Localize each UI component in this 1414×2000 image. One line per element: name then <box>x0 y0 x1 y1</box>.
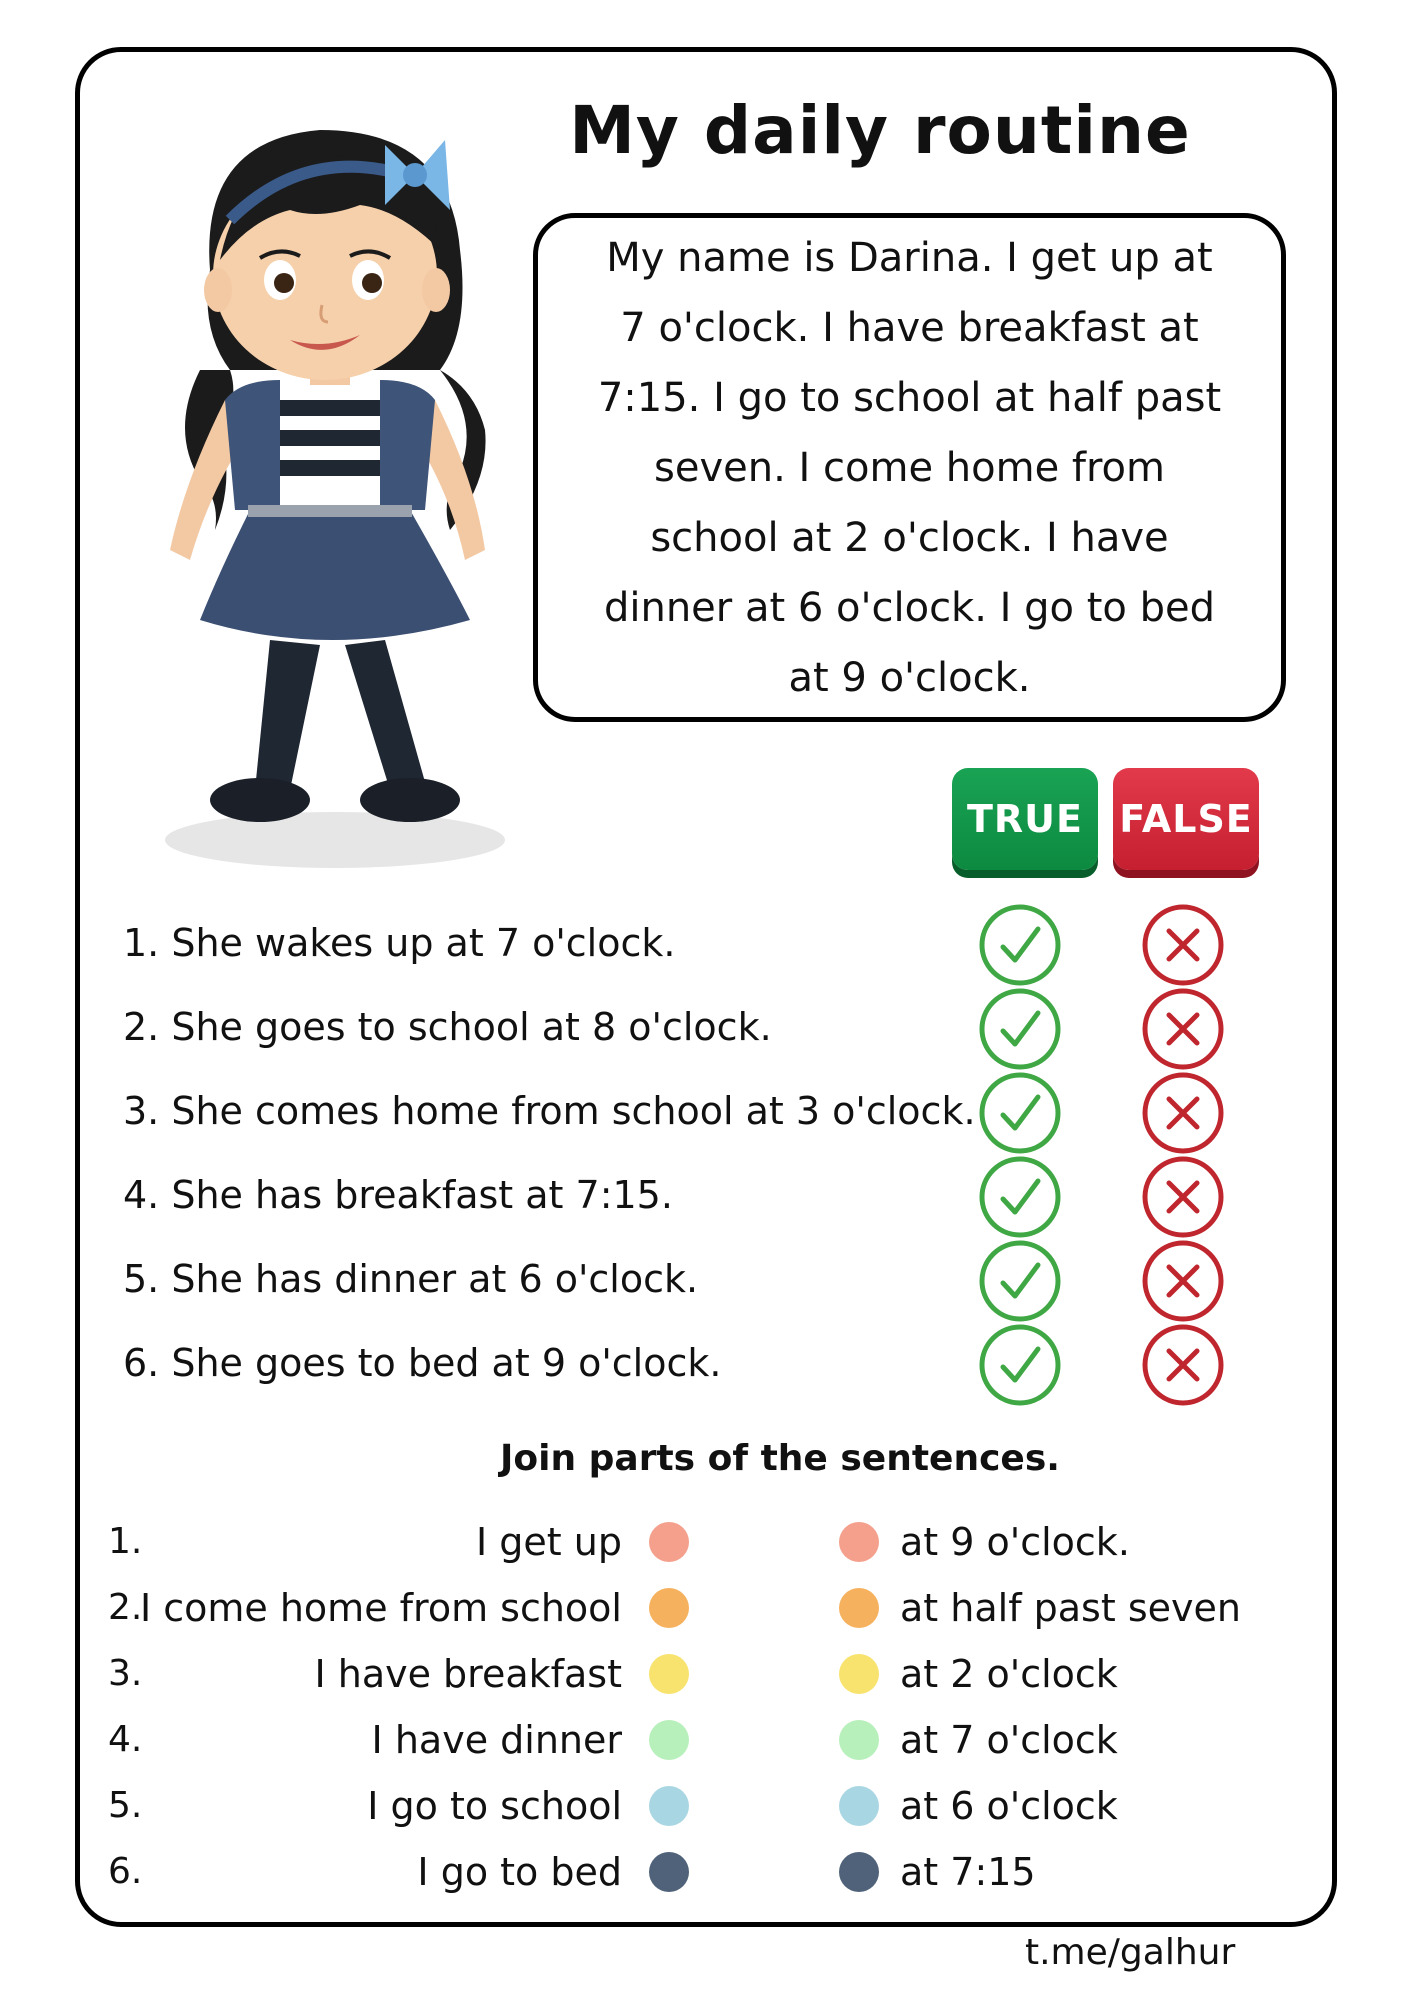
join-right-part: at 2 o'clock <box>900 1652 1118 1696</box>
true-check-icon[interactable] <box>978 1071 1062 1155</box>
join-left-dot[interactable] <box>649 1852 689 1892</box>
story-box <box>533 213 1286 722</box>
join-right-dot[interactable] <box>839 1786 879 1826</box>
join-heading: Join parts of the sentences. <box>500 1438 1060 1479</box>
join-left-dot[interactable] <box>649 1720 689 1760</box>
join-right-dot[interactable] <box>839 1654 879 1694</box>
join-left-dot[interactable] <box>649 1786 689 1826</box>
statement-5: 5. She has dinner at 6 o'clock. <box>123 1257 699 1301</box>
join-left-part: I go to school <box>367 1784 622 1828</box>
statement-3: 3. She comes home from school at 3 o'clock. <box>123 1089 976 1133</box>
join-left-part: I go to bed <box>417 1850 622 1894</box>
join-left-part: I get up <box>476 1520 622 1564</box>
join-left-dot[interactable] <box>649 1522 689 1562</box>
join-right-dot[interactable] <box>839 1588 879 1628</box>
true-check-icon[interactable] <box>978 1155 1062 1239</box>
join-number: 4. <box>108 1719 143 1760</box>
true-check-icon[interactable] <box>978 1323 1062 1407</box>
join-left-dot[interactable] <box>649 1654 689 1694</box>
statement-6: 6. She goes to bed at 9 o'clock. <box>123 1341 722 1385</box>
join-right-dot[interactable] <box>839 1522 879 1562</box>
statement-2: 2. She goes to school at 8 o'clock. <box>123 1005 772 1049</box>
join-right-part: at 7:15 <box>900 1850 1036 1894</box>
join-right-dot[interactable] <box>839 1852 879 1892</box>
join-right-part: at 9 o'clock. <box>900 1520 1130 1564</box>
join-number: 2. <box>108 1587 143 1628</box>
false-cross-icon[interactable] <box>1141 1323 1225 1407</box>
girl-illustration <box>140 100 520 880</box>
true-check-icon[interactable] <box>978 987 1062 1071</box>
join-left-dot[interactable] <box>649 1588 689 1628</box>
join-right-dot[interactable] <box>839 1720 879 1760</box>
story-text: My name is Darina. I get up at 7 o'clock. I have breakfast at 7:15. I go to school at half past seven. I come home from school at 2 o'clock. I have dinner at 6 o'clock. I go to bed at 9 o'clock. <box>597 234 1222 701</box>
join-number: 6. <box>108 1851 143 1892</box>
false-cross-icon[interactable] <box>1141 987 1225 1071</box>
join-left-part: I have dinner <box>371 1718 622 1762</box>
page-title: My daily routine <box>569 92 1191 169</box>
true-check-icon[interactable] <box>978 1239 1062 1323</box>
false-cross-icon[interactable] <box>1141 1239 1225 1323</box>
join-right-part: at 6 o'clock <box>900 1784 1118 1828</box>
true-button[interactable]: TRUE <box>952 768 1098 870</box>
statement-1: 1. She wakes up at 7 o'clock. <box>123 921 676 965</box>
join-number: 5. <box>108 1785 143 1826</box>
join-left-part: I come home from school <box>139 1586 622 1630</box>
true-check-icon[interactable] <box>978 903 1062 987</box>
statement-4: 4. She has breakfast at 7:15. <box>123 1173 673 1217</box>
false-cross-icon[interactable] <box>1141 1071 1225 1155</box>
join-right-part: at 7 o'clock <box>900 1718 1118 1762</box>
footer-link: t.me/galhur <box>1025 1932 1236 1973</box>
join-left-part: I have breakfast <box>314 1652 622 1696</box>
false-cross-icon[interactable] <box>1141 1155 1225 1239</box>
join-number: 3. <box>108 1653 143 1694</box>
join-number: 1. <box>108 1521 143 1562</box>
false-cross-icon[interactable] <box>1141 903 1225 987</box>
false-button[interactable]: FALSE <box>1113 768 1259 870</box>
join-right-part: at half past seven <box>900 1586 1241 1630</box>
